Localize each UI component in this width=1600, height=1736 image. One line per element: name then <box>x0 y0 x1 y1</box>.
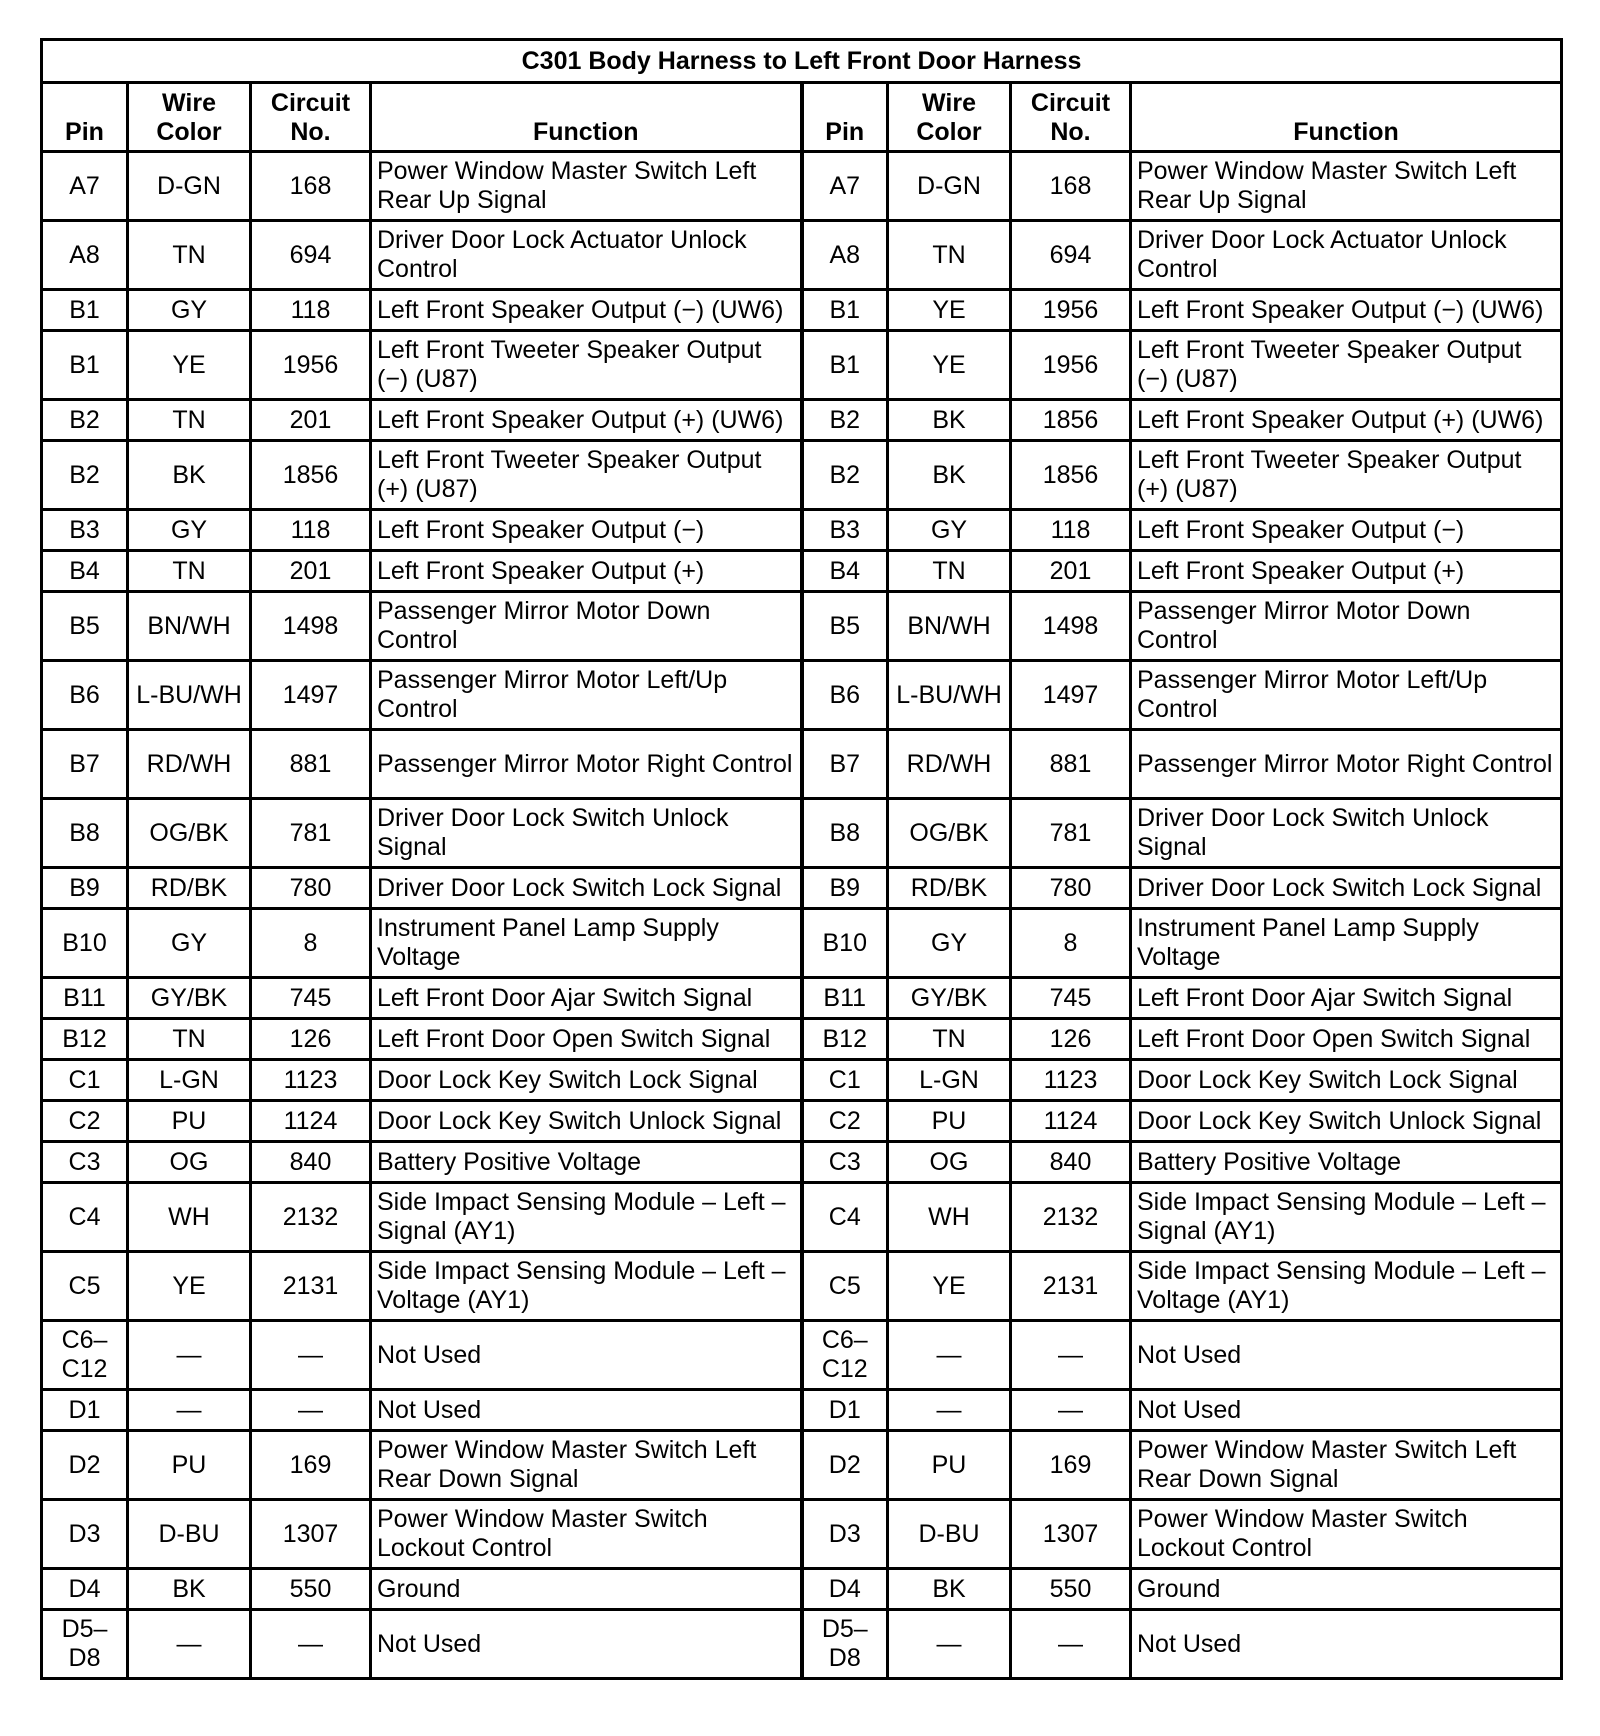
circuit-cell-left: 1956 <box>251 331 371 400</box>
circuit-cell-left: 169 <box>251 1431 371 1500</box>
circuit-cell-left: 8 <box>251 909 371 978</box>
wire-color-cell-right: BK <box>888 1569 1011 1610</box>
wire-color-cell-right: BK <box>888 441 1011 510</box>
table-title: C301 Body Harness to Left Front Door Harness <box>42 40 1562 83</box>
pin-cell-left: B9 <box>42 868 128 909</box>
pin-cell-right: D3 <box>802 1500 888 1569</box>
circuit-cell-left: 780 <box>251 868 371 909</box>
wire-color-cell-right: BN/WH <box>888 592 1011 661</box>
function-cell-left: Left Front Door Open Switch Signal <box>371 1019 802 1060</box>
table-row <box>42 978 1562 1019</box>
column-header-row <box>42 83 1562 152</box>
function-cell-left: Battery Positive Voltage <box>371 1142 802 1183</box>
header-wire-color-left: Wire Color <box>128 83 251 152</box>
pin-cell-right: B5 <box>802 592 888 661</box>
wire-color-cell-right: YE <box>888 331 1011 400</box>
wire-color-cell-right: L-BU/WH <box>888 661 1011 730</box>
circuit-cell-right: 1856 <box>1011 441 1131 510</box>
pin-cell-left: B4 <box>42 551 128 592</box>
function-cell-left: Door Lock Key Switch Unlock Signal <box>371 1101 802 1142</box>
pin-cell-left: C6– C12 <box>42 1321 128 1390</box>
pin-cell-right: B1 <box>802 290 888 331</box>
table-row <box>42 1252 1562 1321</box>
circuit-cell-left: 1497 <box>251 661 371 730</box>
pin-cell-right: C6– C12 <box>802 1321 888 1390</box>
function-cell-right: Instrument Panel Lamp Supply Voltage <box>1131 909 1562 978</box>
circuit-cell-left: 840 <box>251 1142 371 1183</box>
function-cell-left: Ground <box>371 1569 802 1610</box>
circuit-cell-right: — <box>1011 1610 1131 1679</box>
function-cell-right: Left Front Tweeter Speaker Output (−) (U87) <box>1131 331 1562 400</box>
circuit-cell-left: 201 <box>251 400 371 441</box>
function-cell-right: Not Used <box>1131 1390 1562 1431</box>
wire-color-cell-right: WH <box>888 1183 1011 1252</box>
wire-color-cell-right: GY <box>888 909 1011 978</box>
table-row <box>42 400 1562 441</box>
table-row <box>42 799 1562 868</box>
wire-color-cell-right: RD/WH <box>888 730 1011 799</box>
pin-cell-right: B8 <box>802 799 888 868</box>
function-cell-right: Passenger Mirror Motor Left/Up Control <box>1131 661 1562 730</box>
function-cell-left: Side Impact Sensing Module – Left – Voltage (AY1) <box>371 1252 802 1321</box>
table-row <box>42 331 1562 400</box>
table-row <box>42 1500 1562 1569</box>
circuit-cell-right: 1856 <box>1011 400 1131 441</box>
table-row <box>42 510 1562 551</box>
function-cell-left: Left Front Tweeter Speaker Output (−) (U87) <box>371 331 802 400</box>
function-cell-left: Left Front Tweeter Speaker Output (+) (U87) <box>371 441 802 510</box>
function-cell-left: Power Window Master Switch Left Rear Up Signal <box>371 152 802 221</box>
wire-color-cell-left: OG/BK <box>128 799 251 868</box>
wire-color-cell-left: RD/WH <box>128 730 251 799</box>
table-row <box>42 152 1562 221</box>
wire-color-cell-left: GY <box>128 909 251 978</box>
table-row <box>42 909 1562 978</box>
wire-color-cell-left: YE <box>128 331 251 400</box>
header-circuit-right: Circuit No. <box>1011 83 1131 152</box>
wire-color-cell-right: TN <box>888 551 1011 592</box>
pin-cell-left: A7 <box>42 152 128 221</box>
wire-color-cell-right: TN <box>888 221 1011 290</box>
function-cell-left: Power Window Master Switch Lockout Control <box>371 1500 802 1569</box>
function-cell-left: Left Front Speaker Output (−) (UW6) <box>371 290 802 331</box>
pin-cell-left: D3 <box>42 1500 128 1569</box>
wire-color-cell-left: D-GN <box>128 152 251 221</box>
circuit-cell-left: 118 <box>251 510 371 551</box>
wire-color-cell-right: — <box>888 1321 1011 1390</box>
wire-color-cell-right: OG <box>888 1142 1011 1183</box>
table-row <box>42 661 1562 730</box>
wire-color-cell-right: D-GN <box>888 152 1011 221</box>
circuit-cell-left: 781 <box>251 799 371 868</box>
function-cell-right: Not Used <box>1131 1321 1562 1390</box>
pin-cell-right: B11 <box>802 978 888 1019</box>
wire-color-cell-left: — <box>128 1390 251 1431</box>
wire-color-cell-left: PU <box>128 1431 251 1500</box>
table-row <box>42 592 1562 661</box>
wire-color-cell-left: — <box>128 1321 251 1390</box>
pin-cell-right: D1 <box>802 1390 888 1431</box>
circuit-cell-right: 781 <box>1011 799 1131 868</box>
circuit-cell-right: 745 <box>1011 978 1131 1019</box>
circuit-cell-right: 1123 <box>1011 1060 1131 1101</box>
circuit-cell-left: 2131 <box>251 1252 371 1321</box>
pin-cell-right: A8 <box>802 221 888 290</box>
table-row <box>42 221 1562 290</box>
pin-cell-left: B11 <box>42 978 128 1019</box>
circuit-cell-right: 126 <box>1011 1019 1131 1060</box>
pin-cell-right: C5 <box>802 1252 888 1321</box>
pin-cell-right: B7 <box>802 730 888 799</box>
wire-color-cell-right: GY <box>888 510 1011 551</box>
pin-cell-right: B3 <box>802 510 888 551</box>
function-cell-left: Door Lock Key Switch Lock Signal <box>371 1060 802 1101</box>
table-row <box>42 1019 1562 1060</box>
wire-color-cell-left: TN <box>128 551 251 592</box>
table-row <box>42 1431 1562 1500</box>
pin-cell-left: B2 <box>42 400 128 441</box>
function-cell-left: Side Impact Sensing Module – Left – Signal (AY1) <box>371 1183 802 1252</box>
circuit-cell-right: — <box>1011 1390 1131 1431</box>
wire-color-cell-right: BK <box>888 400 1011 441</box>
function-cell-right: Power Window Master Switch Left Rear Up Signal <box>1131 152 1562 221</box>
function-cell-right: Driver Door Lock Actuator Unlock Control <box>1131 221 1562 290</box>
function-cell-right: Door Lock Key Switch Lock Signal <box>1131 1060 1562 1101</box>
table-row <box>42 551 1562 592</box>
function-cell-right: Power Window Master Switch Lockout Control <box>1131 1500 1562 1569</box>
table-row <box>42 1321 1562 1390</box>
pin-cell-left: C4 <box>42 1183 128 1252</box>
circuit-cell-left: — <box>251 1321 371 1390</box>
wire-color-cell-right: RD/BK <box>888 868 1011 909</box>
circuit-cell-right: 169 <box>1011 1431 1131 1500</box>
table-row <box>42 1101 1562 1142</box>
pin-cell-right: B6 <box>802 661 888 730</box>
wire-color-cell-left: TN <box>128 221 251 290</box>
function-cell-right: Driver Door Lock Switch Unlock Signal <box>1131 799 1562 868</box>
pin-cell-left: B8 <box>42 799 128 868</box>
function-cell-right: Power Window Master Switch Left Rear Down Signal <box>1131 1431 1562 1500</box>
function-cell-right: Left Front Speaker Output (−) (UW6) <box>1131 290 1562 331</box>
pin-cell-left: B12 <box>42 1019 128 1060</box>
circuit-cell-right: 840 <box>1011 1142 1131 1183</box>
function-cell-right: Left Front Speaker Output (+) <box>1131 551 1562 592</box>
circuit-cell-left: — <box>251 1610 371 1679</box>
wire-color-cell-left: BK <box>128 441 251 510</box>
function-cell-right: Not Used <box>1131 1610 1562 1679</box>
pin-cell-right: B4 <box>802 551 888 592</box>
function-cell-left: Left Front Speaker Output (−) <box>371 510 802 551</box>
circuit-cell-right: — <box>1011 1321 1131 1390</box>
pin-cell-left: D4 <box>42 1569 128 1610</box>
circuit-cell-left: 1856 <box>251 441 371 510</box>
pin-cell-right: C3 <box>802 1142 888 1183</box>
circuit-cell-right: 118 <box>1011 510 1131 551</box>
pin-cell-left: B1 <box>42 331 128 400</box>
wire-color-cell-right: — <box>888 1610 1011 1679</box>
pin-cell-right: B1 <box>802 331 888 400</box>
wire-color-cell-left: BK <box>128 1569 251 1610</box>
circuit-cell-right: 881 <box>1011 730 1131 799</box>
function-cell-left: Passenger Mirror Motor Right Control <box>371 730 802 799</box>
wire-color-cell-left: YE <box>128 1252 251 1321</box>
table-row <box>42 1183 1562 1252</box>
pin-cell-left: D2 <box>42 1431 128 1500</box>
wire-color-cell-left: RD/BK <box>128 868 251 909</box>
function-cell-right: Passenger Mirror Motor Down Control <box>1131 592 1562 661</box>
table-row <box>42 1390 1562 1431</box>
pin-cell-right: D5– D8 <box>802 1610 888 1679</box>
pin-cell-left: C1 <box>42 1060 128 1101</box>
function-cell-right: Door Lock Key Switch Unlock Signal <box>1131 1101 1562 1142</box>
pin-cell-left: A8 <box>42 221 128 290</box>
pin-cell-left: B5 <box>42 592 128 661</box>
circuit-cell-right: 694 <box>1011 221 1131 290</box>
wire-color-cell-left: GY/BK <box>128 978 251 1019</box>
wire-color-cell-right: GY/BK <box>888 978 1011 1019</box>
circuit-cell-left: 201 <box>251 551 371 592</box>
pin-cell-left: B7 <box>42 730 128 799</box>
pin-cell-right: C1 <box>802 1060 888 1101</box>
pin-cell-left: B2 <box>42 441 128 510</box>
pin-cell-right: D2 <box>802 1431 888 1500</box>
wire-color-cell-left: PU <box>128 1101 251 1142</box>
header-function-left: Function <box>371 83 802 152</box>
wire-color-cell-left: BN/WH <box>128 592 251 661</box>
circuit-cell-right: 201 <box>1011 551 1131 592</box>
table-row <box>42 1610 1562 1679</box>
pin-cell-left: B3 <box>42 510 128 551</box>
pin-cell-left: B10 <box>42 909 128 978</box>
header-wire-color-right: Wire Color <box>888 83 1011 152</box>
pin-cell-left: C2 <box>42 1101 128 1142</box>
function-cell-left: Driver Door Lock Switch Unlock Signal <box>371 799 802 868</box>
circuit-cell-left: 1124 <box>251 1101 371 1142</box>
function-cell-left: Instrument Panel Lamp Supply Voltage <box>371 909 802 978</box>
header-circuit-left: Circuit No. <box>251 83 371 152</box>
circuit-cell-left: 1123 <box>251 1060 371 1101</box>
wire-color-cell-right: YE <box>888 1252 1011 1321</box>
circuit-cell-left: 694 <box>251 221 371 290</box>
wire-color-cell-left: TN <box>128 1019 251 1060</box>
connector-pinout-table <box>40 38 1563 1680</box>
pin-cell-right: C4 <box>802 1183 888 1252</box>
function-cell-right: Side Impact Sensing Module – Left – Voltage (AY1) <box>1131 1252 1562 1321</box>
table-row <box>42 730 1562 799</box>
function-cell-right: Left Front Door Ajar Switch Signal <box>1131 978 1562 1019</box>
function-cell-right: Driver Door Lock Switch Lock Signal <box>1131 868 1562 909</box>
wire-color-cell-right: PU <box>888 1431 1011 1500</box>
circuit-cell-right: 2131 <box>1011 1252 1131 1321</box>
circuit-cell-right: 8 <box>1011 909 1131 978</box>
circuit-cell-left: 126 <box>251 1019 371 1060</box>
wire-color-cell-right: L-GN <box>888 1060 1011 1101</box>
function-cell-left: Power Window Master Switch Left Rear Down Signal <box>371 1431 802 1500</box>
table-row <box>42 868 1562 909</box>
circuit-cell-right: 1956 <box>1011 331 1131 400</box>
pin-cell-left: D5– D8 <box>42 1610 128 1679</box>
function-cell-left: Not Used <box>371 1610 802 1679</box>
wire-color-cell-left: TN <box>128 400 251 441</box>
pin-cell-right: B12 <box>802 1019 888 1060</box>
pin-cell-left: C5 <box>42 1252 128 1321</box>
pin-cell-left: C3 <box>42 1142 128 1183</box>
function-cell-right: Passenger Mirror Motor Right Control <box>1131 730 1562 799</box>
circuit-cell-left: 745 <box>251 978 371 1019</box>
wire-color-cell-left: WH <box>128 1183 251 1252</box>
circuit-cell-right: 1498 <box>1011 592 1131 661</box>
function-cell-right: Side Impact Sensing Module – Left – Signal (AY1) <box>1131 1183 1562 1252</box>
circuit-cell-left: — <box>251 1390 371 1431</box>
function-cell-right: Left Front Speaker Output (+) (UW6) <box>1131 400 1562 441</box>
circuit-cell-left: 1498 <box>251 592 371 661</box>
function-cell-left: Passenger Mirror Motor Left/Up Control <box>371 661 802 730</box>
circuit-cell-left: 118 <box>251 290 371 331</box>
wire-color-cell-right: YE <box>888 290 1011 331</box>
circuit-cell-left: 168 <box>251 152 371 221</box>
function-cell-left: Driver Door Lock Actuator Unlock Control <box>371 221 802 290</box>
pin-cell-right: A7 <box>802 152 888 221</box>
circuit-cell-right: 1307 <box>1011 1500 1131 1569</box>
pin-cell-right: B10 <box>802 909 888 978</box>
connector-table-sheet <box>40 38 1560 1680</box>
circuit-cell-left: 2132 <box>251 1183 371 1252</box>
circuit-cell-left: 881 <box>251 730 371 799</box>
pin-cell-right: B2 <box>802 441 888 510</box>
function-cell-left: Left Front Door Ajar Switch Signal <box>371 978 802 1019</box>
wire-color-cell-left: — <box>128 1610 251 1679</box>
pin-cell-right: D4 <box>802 1569 888 1610</box>
function-cell-left: Left Front Speaker Output (+) <box>371 551 802 592</box>
wire-color-cell-right: — <box>888 1390 1011 1431</box>
wire-color-cell-left: GY <box>128 290 251 331</box>
wire-color-cell-left: L-GN <box>128 1060 251 1101</box>
circuit-cell-right: 550 <box>1011 1569 1131 1610</box>
wire-color-cell-right: OG/BK <box>888 799 1011 868</box>
header-pin-right: Pin <box>802 83 888 152</box>
function-cell-right: Battery Positive Voltage <box>1131 1142 1562 1183</box>
table-row <box>42 1569 1562 1610</box>
function-cell-left: Not Used <box>371 1390 802 1431</box>
table-row <box>42 1142 1562 1183</box>
function-cell-right: Left Front Door Open Switch Signal <box>1131 1019 1562 1060</box>
pin-cell-right: B2 <box>802 400 888 441</box>
function-cell-left: Left Front Speaker Output (+) (UW6) <box>371 400 802 441</box>
pin-cell-right: C2 <box>802 1101 888 1142</box>
function-cell-left: Not Used <box>371 1321 802 1390</box>
header-pin-left: Pin <box>42 83 128 152</box>
pin-cell-left: B1 <box>42 290 128 331</box>
circuit-cell-right: 1956 <box>1011 290 1131 331</box>
circuit-cell-right: 780 <box>1011 868 1131 909</box>
pin-cell-left: B6 <box>42 661 128 730</box>
table-row <box>42 441 1562 510</box>
circuit-cell-right: 1497 <box>1011 661 1131 730</box>
header-function-right: Function <box>1131 83 1562 152</box>
function-cell-left: Passenger Mirror Motor Down Control <box>371 592 802 661</box>
wire-color-cell-right: TN <box>888 1019 1011 1060</box>
circuit-cell-left: 550 <box>251 1569 371 1610</box>
table-body <box>42 152 1562 1679</box>
table-row <box>42 290 1562 331</box>
pin-cell-right: B9 <box>802 868 888 909</box>
circuit-cell-right: 2132 <box>1011 1183 1131 1252</box>
function-cell-left: Driver Door Lock Switch Lock Signal <box>371 868 802 909</box>
wire-color-cell-right: PU <box>888 1101 1011 1142</box>
function-cell-right: Ground <box>1131 1569 1562 1610</box>
table-row <box>42 1060 1562 1101</box>
circuit-cell-right: 168 <box>1011 152 1131 221</box>
circuit-cell-left: 1307 <box>251 1500 371 1569</box>
function-cell-right: Left Front Tweeter Speaker Output (+) (U87) <box>1131 441 1562 510</box>
function-cell-right: Left Front Speaker Output (−) <box>1131 510 1562 551</box>
circuit-cell-right: 1124 <box>1011 1101 1131 1142</box>
wire-color-cell-left: L-BU/WH <box>128 661 251 730</box>
wire-color-cell-left: D-BU <box>128 1500 251 1569</box>
wire-color-cell-left: GY <box>128 510 251 551</box>
wire-color-cell-left: OG <box>128 1142 251 1183</box>
wire-color-cell-right: D-BU <box>888 1500 1011 1569</box>
pin-cell-left: D1 <box>42 1390 128 1431</box>
